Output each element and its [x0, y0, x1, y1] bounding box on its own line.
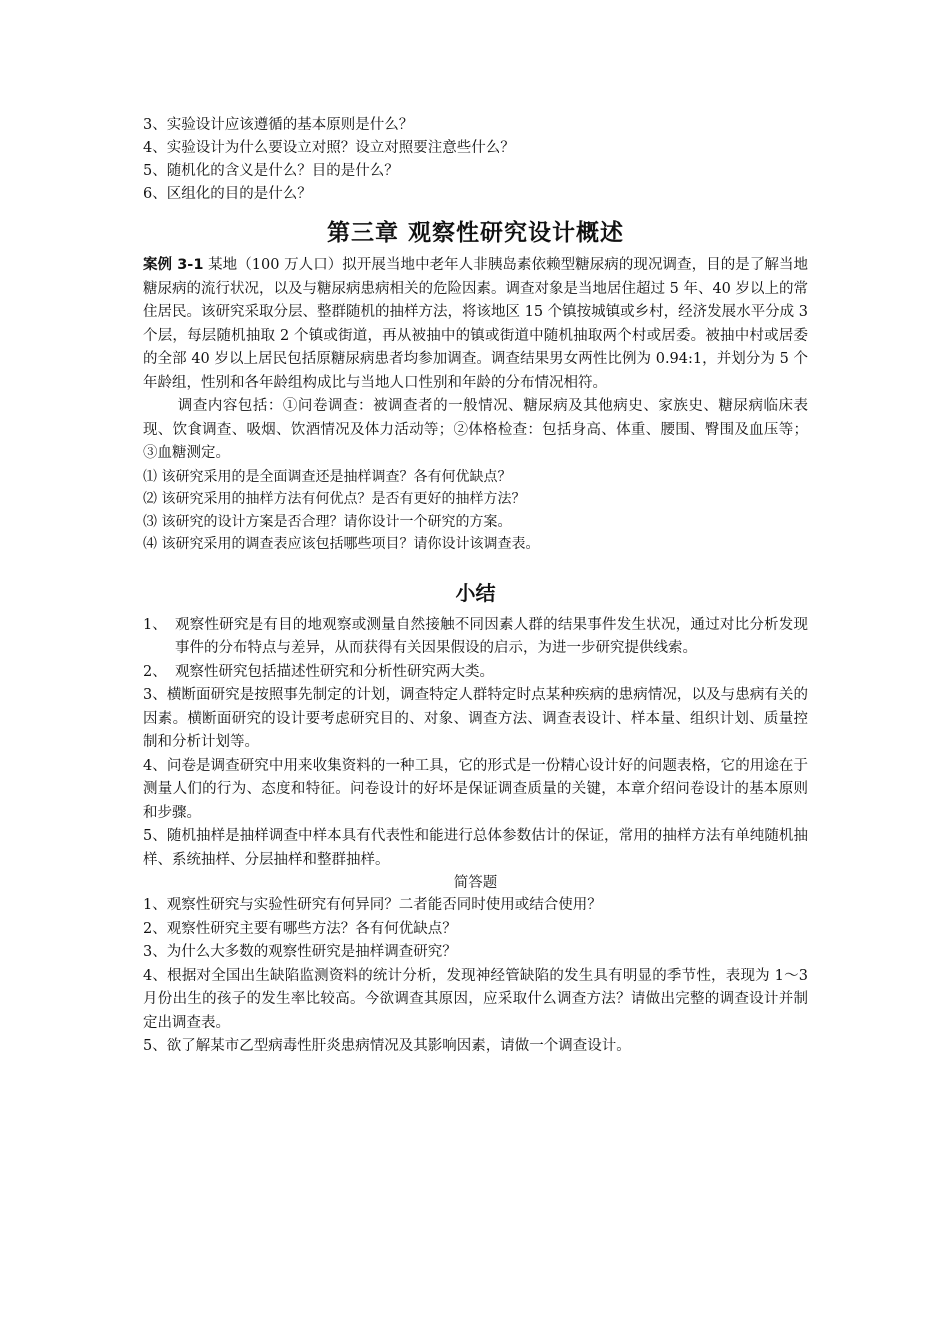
case-question: ⑵ 该研究采用的抽样方法有何优点？是否有更好的抽样方法？ [143, 491, 526, 507]
summary-paragraph: 4、问卷是调查研究中用来收集资料的一种工具，它的形式是一份精心设计好的问题表格，它的用途在于测量人们的行为、态度和特征。问卷设计的好坏是保证调查质量的关键，本章介绍问卷设计的基本原则和步骤。 [143, 757, 808, 821]
case-question: ⑴ 该研究采用的是全面调查还是抽样调查？各有何优缺点？ [143, 468, 512, 485]
summary-item-text: 观察性研究是有目的地观察或测量自然接触不同因素人群的结果事件发生状况，通过对比分析发现事件的分布特点与差异，从而获得有关因果假设的启示，为进一步研究提供线索。 [175, 616, 808, 656]
case-paragraph [143, 254, 808, 395]
case-study [143, 254, 808, 556]
question-item: 6、区组化的目的是什么？ [143, 186, 312, 202]
summary-paragraph: 3、横断面研究是按照事先制定的计划，调查特定人群特定时点某种疾病的患病情况，以及与患病有关的因素。横断面研究的设计要考虑研究目的、对象、调查方法、调查表设计、样本量、组织计划、质量控制和分析计划等。 [143, 687, 808, 750]
question-item: 4、实验设计为什么要设立对照？设立对照要注意些什么？ [143, 140, 515, 156]
case-label: 案例 3-1 [143, 257, 204, 273]
short-answer-question: 5、欲了解某市乙型病毒性肝炎患病情况及其影响因素，请做一个调查设计。 [143, 1038, 631, 1054]
summary-item-number: 1、 [143, 616, 167, 633]
summary-section [143, 614, 808, 873]
case-question: ⑷ 该研究采用的调查表应该包括哪些项目？请你设计该调查表。 [143, 536, 540, 552]
short-answer-title: 简答题 [453, 875, 498, 891]
short-answer-question: 4、根据对全国出生缺陷监测资料的统计分析，发现神经管缺陷的发生具有明显的季节性，表现为 1～3 月份出生的孩子的发生率比较高。今欲调查其原因，应采取什么调查方法？请做出完整的调查设计并制定出调查表。 [143, 967, 808, 1031]
short-answer-question: 1、观察性研究与实验性研究有何异同？二者能否同时使用或结合使用？ [143, 897, 602, 913]
short-answer-question: 3、为什么大多数的观察性研究是抽样调查研究？ [143, 944, 457, 960]
summary-paragraph: 5、随机抽样是抽样调查中样本具有代表性和能进行总体参数估计的保证，常用的抽样方法有单纯随机抽样、系统抽样、分层抽样和整群抽样。 [143, 828, 808, 868]
summary-item [143, 614, 808, 661]
short-answer-question: 2、观察性研究主要有哪些方法？各有何优缺点？ [143, 920, 457, 937]
summary-title: 小结 [455, 580, 496, 605]
short-answer-section [143, 894, 808, 1059]
case-text: 某地（100 万人口）拟开展当地中老年人非胰岛素依赖型糖尿病的现况调查，目的是了解当地糖尿病的流行状况，以及与糖尿病患病相关的危险因素。调查对象是当地居住超过 5 年、40 岁以上的常住居民。该研究采取分层、整群随机的抽样方法，将该地区 15 个镇按城镇或乡村，经济发展水平分成 3 个层，每层随机抽取 2 个镇或街道，再从被抽中的镇或街道中随机抽取两个村或居委。被抽中村或居委的全部 40 岁以上居民包括原糖尿病患者均参加调查。调查结果男女两性比例为 0.94:1，并划分为 5 个年龄组，性别和各年龄组构成比与当地人口性别和年龄的分布情况相符。 [143, 257, 808, 391]
page-content [143, 114, 808, 1059]
question-item: 3、实验设计应该遵循的基本原则是什么？ [143, 117, 414, 133]
chapter-title: 第三章 观察性研究设计概述 [326, 219, 624, 246]
prior-chapter-questions [143, 114, 808, 206]
case-question: ⑶ 该研究的设计方案是否合理？请你设计一个研究的方案。 [143, 513, 512, 530]
summary-item [143, 661, 808, 685]
summary-item-number: 2、 [143, 663, 167, 680]
case-content-paragraph: 调查内容包括：①问卷调查：被调查者的一般情况、糖尿病及其他病史、家族史、糖尿病临床表现、饮食调查、吸烟、饮酒情况及体力活动等；②体格检查：包括身高、体重、腰围、臀围及血压等；③血糖测定。 [143, 398, 808, 461]
summary-item-text: 观察性研究包括描述性研究和分析性研究两大类。 [175, 663, 494, 680]
question-item: 5、随机化的含义是什么？目的是什么？ [143, 163, 399, 179]
